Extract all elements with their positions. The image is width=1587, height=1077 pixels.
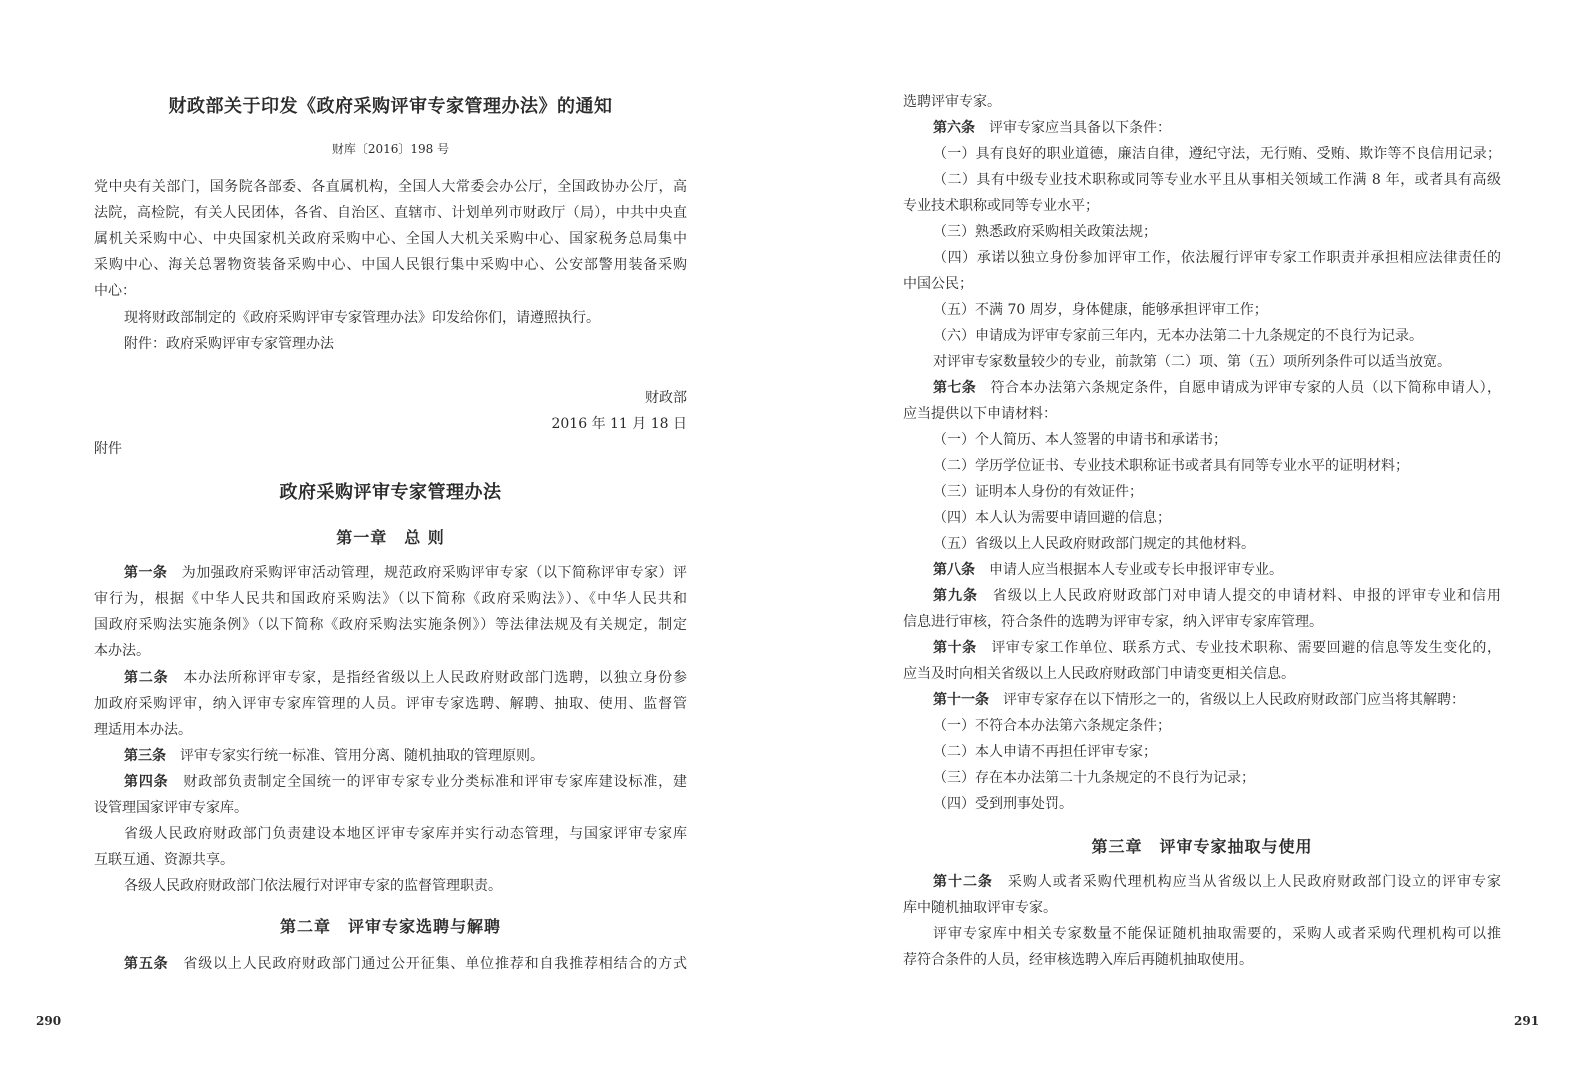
article-number: 第九条 — [933, 588, 978, 604]
article-line: 审行为，根据《中华人民共和国政府采购法》（以下简称《政府采购法》）、《中华人民共和 — [94, 591, 687, 607]
addressee-line: 法院，高检院，有关人民团体，各省、自治区、直辖市、计划单列市财政厅（局），中共中央直 — [94, 205, 687, 221]
article-line — [124, 955, 687, 973]
notice-title: 财政部关于印发《政府采购评审专家管理办法》的通知 — [168, 96, 613, 117]
list-item: 中国公民； — [903, 276, 973, 292]
article-number: 第十一条 — [933, 692, 989, 708]
addressee-line: 采购中心、海关总署物资装备采购中心、中国人民银行集中采购中心、公安部警用装备采购 — [94, 257, 687, 273]
addressee-line: 中心： — [94, 283, 136, 299]
article-line: 对评审专家数量较少的专业，前款第（二）项、第（五）项所列条件可以适当放宽。 — [933, 354, 1451, 370]
attachment-note: 附件：政府采购评审专家管理办法 — [124, 336, 334, 352]
list-item: （二）具有中级专业技术职称或同等专业水平且从事相关领域工作满 8 年，或者具有高级 — [933, 172, 1501, 188]
article-line: 本办法。 — [94, 643, 150, 659]
article-line: 互联互通、资源共享。 — [94, 852, 234, 868]
chapter-heading: 第二章 评审专家选聘与解聘 — [279, 917, 501, 936]
article-number: 第五条 — [124, 956, 169, 972]
article-text: 财政部负责制定全国统一的评审专家专业分类标准和评审专家库建设标准，建 — [168, 774, 687, 790]
article-text: 省级以上人民政府财政部门通过公开征集、单位推荐和自我推荐相结合的方式 — [168, 956, 687, 972]
list-item: （一）个人简历、本人签署的申请书和承诺书； — [933, 432, 1227, 448]
list-item: （五）省级以上人民政府财政部门规定的其他材料。 — [933, 536, 1255, 552]
article-number: 第七条 — [933, 380, 977, 396]
list-item: （一）不符合本办法第六条规定条件； — [933, 718, 1171, 734]
list-item: （四）承诺以独立身份参加评审工作，依法履行评审专家工作职责并承担相应法律责任的 — [933, 250, 1501, 266]
article-line: 加政府采购评审，纳入评审专家库管理的人员。评审专家选聘、解聘、抽取、使用、监督管 — [94, 696, 687, 712]
list-item: （一）具有良好的职业道德，廉洁自律，遵纪守法，无行贿、受贿、欺诈等不良信用记录； — [933, 146, 1501, 162]
list-item: （三）熟悉政府采购相关政策法规； — [933, 224, 1157, 240]
article-line: 库中随机抽取评审专家。 — [903, 900, 1057, 916]
article-line: 应当及时向相关省级以上人民政府财政部门申请变更相关信息。 — [903, 666, 1295, 682]
article-line — [933, 587, 1501, 605]
article-number: 第一条 — [124, 565, 168, 581]
list-item: （六）申请成为评审专家前三年内，无本办法第二十九条规定的不良行为记录。 — [933, 328, 1423, 344]
page-number-left: 290 — [36, 1014, 62, 1028]
article-line: 评审专家库中相关专家数量不能保证随机抽取需要的，采购人或者采购代理机构可以推 — [933, 926, 1501, 942]
article-number: 第八条 — [933, 562, 975, 578]
article-number: 第六条 — [933, 120, 975, 136]
article-line: 选聘评审专家。 — [903, 94, 1001, 110]
article-text: 符合本办法第六条规定条件，自愿申请成为评审专家的人员（以下简称申请人）， — [976, 380, 1502, 396]
article-line — [933, 119, 1501, 137]
document-number: 财库〔2016〕198 号 — [331, 142, 450, 156]
regulation-title: 政府采购评审专家管理办法 — [279, 482, 502, 503]
list-item: （三）证明本人身份的有效证件； — [933, 484, 1143, 500]
article-line — [933, 873, 1501, 891]
list-item: （二）学历学位证书、专业技术职称证书或者具有同等专业水平的证明材料； — [933, 458, 1409, 474]
list-item: （五）不满 70 周岁，身体健康，能够承担评审工作； — [933, 302, 1268, 318]
article-text: 本办法所称评审专家，是指经省级以上人民政府财政部门选聘，以独立身份参 — [168, 670, 687, 686]
signer: 财政部 — [645, 390, 687, 406]
article-number: 第十条 — [933, 640, 977, 656]
article-text: 评审专家存在以下情形之一的，省级以上人民政府财政部门应当将其解聘： — [989, 692, 1465, 708]
list-item: （二）本人申请不再担任评审专家； — [933, 744, 1157, 760]
article-line — [933, 639, 1501, 657]
list-item: 专业技术职称或同等专业水平； — [903, 198, 1099, 214]
article-line: 国政府采购法实施条例》（以下简称《政府采购法实施条例》）等法律法规及有关规定，制定 — [94, 617, 687, 633]
article-text: 评审专家工作单位、联系方式、专业技术职称、需要回避的信息等发生变化的， — [976, 640, 1502, 656]
list-item: （三）存在本办法第二十九条规定的不良行为记录； — [933, 770, 1255, 786]
article-number: 第四条 — [124, 774, 169, 790]
article-line — [933, 691, 1501, 709]
article-number: 第三条 — [124, 748, 166, 764]
article-line — [933, 379, 1501, 397]
notice-body: 现将财政部制定的《政府采购评审专家管理办法》印发给你们，请遵照执行。 — [124, 310, 600, 326]
article-number: 第二条 — [124, 670, 169, 686]
article-text: 采购人或者采购代理机构应当从省级以上人民政府财政部门设立的评审专家 — [992, 874, 1502, 890]
article-line: 省级人民政府财政部门负责建设本地区评审专家库并实行动态管理，与国家评审专家库 — [124, 826, 687, 842]
addressee-line: 党中央有关部门，国务院各部委、各直属机构，全国人大常委会办公厅，全国政协办公厅，高 — [94, 179, 687, 195]
article-line: 信息进行审核，符合条件的选聘为评审专家，纳入评审专家库管理。 — [903, 614, 1323, 630]
article-line: 各级人民政府财政部门依法履行对评审专家的监督管理职责。 — [124, 878, 502, 894]
issue-date: 2016 年 11 月 18 日 — [551, 416, 687, 432]
article-text: 为加强政府采购评审活动管理，规范政府采购评审专家（以下简称评审专家）评 — [167, 565, 687, 581]
right-page — [903, 0, 1501, 1077]
article-line: 荐符合条件的人员，经审核选聘入库后再随机抽取使用。 — [903, 952, 1253, 968]
attachment-label: 附件 — [94, 441, 122, 457]
article-line — [124, 669, 687, 687]
article-text: 省级以上人民政府财政部门对申请人提交的申请材料、申报的评审专业和信用 — [977, 588, 1502, 604]
left-page — [94, 0, 687, 1077]
list-item: （四）本人认为需要申请回避的信息； — [933, 510, 1171, 526]
list-item: （四）受到刑事处罚。 — [933, 796, 1073, 812]
article-line — [124, 564, 687, 582]
article-line — [124, 773, 687, 791]
chapter-heading: 第三章 评审专家抽取与使用 — [1091, 837, 1313, 856]
article-line: 理适用本办法。 — [94, 722, 192, 738]
addressee-line: 属机关采购中心、中央国家机关政府采购中心、全国人大机关采购中心、国家税务总局集中 — [94, 231, 687, 247]
article-text: 评审专家应当具备以下条件： — [975, 120, 1171, 136]
article-line: 设管理国家评审专家库。 — [94, 800, 248, 816]
article-text: 申请人应当根据本人专业或专长申报评审专业。 — [975, 562, 1283, 578]
article-number: 第十二条 — [933, 874, 993, 890]
article-line — [933, 561, 1501, 579]
article-line — [124, 747, 687, 765]
chapter-heading: 第一章 总 则 — [336, 528, 445, 547]
article-text: 评审专家实行统一标准、管用分离、随机抽取的管理原则。 — [166, 748, 544, 764]
article-line: 应当提供以下申请材料： — [903, 406, 1057, 422]
page-number-right: 291 — [1514, 1014, 1540, 1028]
